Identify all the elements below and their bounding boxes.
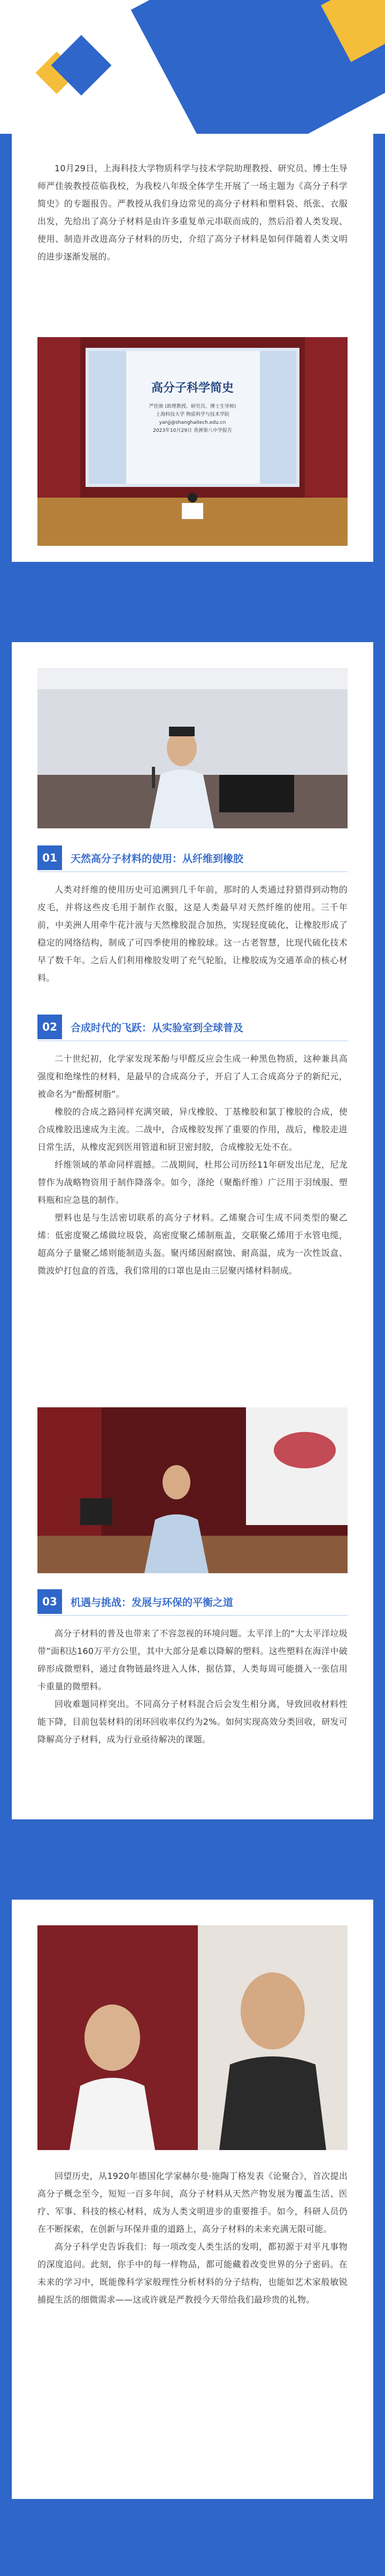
slide-line: 上海科技大学 物质科学与技术学院 [156,412,229,417]
section-02-heading [37,1015,348,1039]
section-number: 02 [37,1015,62,1039]
lecture-hall-photo [37,337,348,546]
section-02-paragraph: 二十世纪初，化学家发现苯酚与甲醛反应会生成一种黑色物质，这种兼具高强度和绝缘性的材料，是最早的合成高分子，开启了人工合成高分子的新纪元，被命名为“酚醛树脂”。 [37,1054,348,1099]
closing-paragraph: 回望历史，从1920年德国化学家赫尔曼·施陶丁格发表《论聚合》，首次提出高分子概念至今，短短一百多年间，高分子材料从天然产物发展为覆盖生活、医疗、军事、科技的核心材料，成为人类文明进步的重要推手。如今，科研人员仍在不断探索，在创新与环保并重的道路上，高分子材料的未来充满无限可能。 [37,2171,348,2234]
section-03-paragraph: 高分子材料的普及也带来了不容忽视的环境问题。太平洋上的“大太平洋垃圾带”面积达160万平方公里，其中大部分是难以降解的塑料。这些塑料在海洋中破碎形成微塑料，通过食物链最终进入人体，据估算，人类每周可能摄入一张信用卡重量的微塑料。 [37,1628,348,1691]
intro-paragraph: 10月29日，上海科技大学物质科学与技术学院助理教授、研究员、博士生导师严佳骏教授莅临我校，为我校八年级全体学生开展了一场主题为《高分子科学简史》的专题报告。严教授从我们身边常见的高分子材料和塑料袋、纸张、衣服出发，先给出了高分子材料是由许多重复单元串联而成的，然后沿着人类发现、使用、制造并改进高分子材料的历史，介绍了高分子材料是如何伴随着人类文明的进步逐渐发展的。 [37,163,348,262]
section-01-heading [37,845,348,870]
intro-card [12,134,373,562]
speaker-photo [37,668,348,828]
students-photo [37,1925,348,2150]
closing-paragraph: 高分子科学史告诉我们：每一项改变人类生活的发明，都初源于对平凡事物的深度追问。此刻，你手中的每一样物品，都可能藏着改变世界的分子密码。在未来的学习中，既能像科学家般理性分析材料的分子结构，也能如艺术家般敏锐捕捉生活的细微需求——这或许就是严教授今天带给我们最珍贵的礼物。 [37,2242,348,2305]
slide-line: 2023年10月29日 香洲第八中学报告 [153,428,232,433]
section-01-paragraph: 人类对纤维的使用历史可追溯到几千年前，那时的人类通过狩猎得到动物的皮毛，并将这些皮毛用于制作衣服，这是人类最早对天然纤维的使用。三千年前，中美洲人用牵牛花汁液与天然橡胶混合加热，实现轻度硫化，让橡胶形成了稳定的网络结构，制成了可四季使用的橡胶球。这一古老智慧，比现代硫化技术早了数千年。之后人们利用橡胶发明了充气轮胎，让橡胶成为交通革命的核心材料。 [37,885,348,983]
section-number: 03 [37,1589,62,1614]
section-title: 合成时代的飞跃：从实验室到全球普及 [71,1022,244,1034]
slide-line: 严佳骏 (助理教授、研究员、博士生导师) [149,404,236,409]
section-02-paragraph: 塑料也是与生活密切联系的高分子材料。乙烯聚合可生成不同类型的聚乙烯：低密度聚乙烯做垃圾袋，高密度聚乙烯制瓶盖，交联聚乙烯用于水管电缆，超高分子量聚乙烯则能制造头盔。聚丙烯因耐腐蚀、耐高温，成为一次性饭盒、微波炉打包盒的首选，我们常用的口罩也是由三层聚丙烯材料制成。 [37,1213,348,1276]
section-02-paragraph: 纤维领域的革命同样震撼。二战期间，杜邦公司历经11年研发出尼龙，尼龙替作为战略物资用于制作降落伞。如今，涤纶（聚酯纤维）广泛用于羽绒服、塑料瓶和应急毯的制作。 [37,1160,348,1205]
closing-card [12,1900,373,2499]
section-03-paragraph: 回收难题同样突出。不同高分子材料混合后会发生相分离，导致回收材料性能下降，目前包装材料的闭环回收率仅约为2%。如何实现高效分类回收，研发可降解高分子材料，成为行业亟待解决的课题。 [37,1699,348,1744]
speaker-lecture-photo [37,1407,348,1573]
slide-title: 高分子科学简史 [151,382,234,395]
history-card [12,642,373,1819]
section-title: 天然高分子材料的使用：从纤维到橡胶 [71,853,244,865]
section-title: 机遇与挑战：发展与环保的平衡之道 [71,1597,234,1609]
header-decoration [0,0,385,134]
section-number: 01 [37,845,62,870]
slide-line: yanjj@shanghaitech.edu.cn [159,420,226,425]
section-03-heading [37,1589,348,1614]
section-02-paragraph: 橡胶的合成之路同样充满突破，异戊橡胶、丁基橡胶和氯丁橡胶的合成，使合成橡胶迅速成为主流。二战中，合成橡胶发挥了重要的作用，战后，橡胶走进日常生活，从橡皮泥到医用管道和厨卫密封胶，合成橡胶无处不在。 [37,1107,348,1152]
